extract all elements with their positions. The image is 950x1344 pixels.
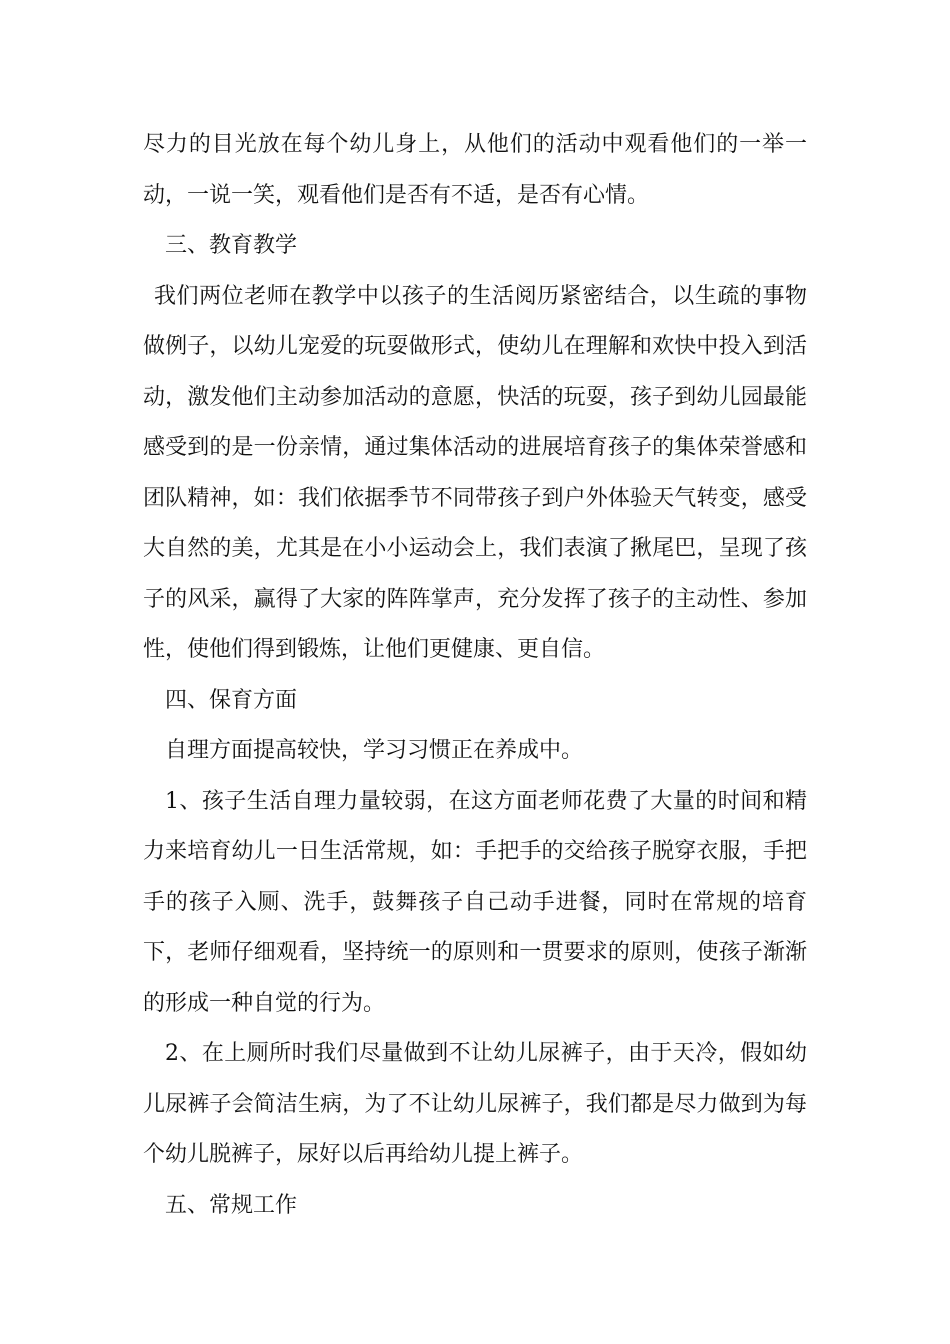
paragraph-observation: 尽力的目光放在每个幼儿身上，从他们的活动中观看他们的一举一动，一说一笑，观看他们是否有不适，是否有心情。 bbox=[143, 132, 807, 208]
paragraph-self-care: 自理方面提高较快，学习习惯正在养成中。 bbox=[165, 738, 584, 763]
paragraph-care-point-2: 2、在上厕所时我们尽量做到不让幼儿尿裤子，由于天冷，假如幼儿尿裤子会简洁生病，为了不让幼儿尿裤子，我们都是尽力做到为每个幼儿脱裤子，尿好以后再给幼儿提上裤子。 bbox=[143, 1041, 807, 1167]
heading-routine-work: 五、常规工作 bbox=[165, 1192, 298, 1218]
document-body bbox=[143, 120, 807, 1231]
heading-care: 四、保育方面 bbox=[165, 687, 298, 713]
paragraph-care-point-1: 1、孩子生活自理力量较弱，在这方面老师花费了大量的时间和精力来培育幼儿一日生活常规，如：手把手的交给孩子脱穿衣服，手把手的孩子入厕、洗手，鼓舞孩子自己动手进餐，同时在常规的培育下，老师仔细观看，坚持统一的原则和一贯要求的原则，使孩子渐渐的形成一种自觉的行为。 bbox=[143, 788, 807, 1016]
heading-teaching: 三、教育教学 bbox=[165, 233, 298, 258]
paragraph-teaching: 我们两位老师在教学中以孩子的生活阅历紧密结合，以生疏的事物做例子，以幼儿宠爱的玩耍做形式，使幼儿在理解和欢快中投入到活动，激发他们主动参加活动的意愿，快活的玩耍，孩子到幼儿园最能感受到的是一份亲情，通过集体活动的进展培育孩子的集体荣誉感和团队精神，如：我们依据季节不同带孩子到户外体验天气转变，感受大自然的美，尤其是在小小运动会上，我们表演了揪尾巴，呈现了孩子的风采，赢得了大家的阵阵掌声，充分发挥了孩子的主动性、参加性，使他们得到锻炼，让他们更健康、更自信。 bbox=[143, 283, 807, 662]
